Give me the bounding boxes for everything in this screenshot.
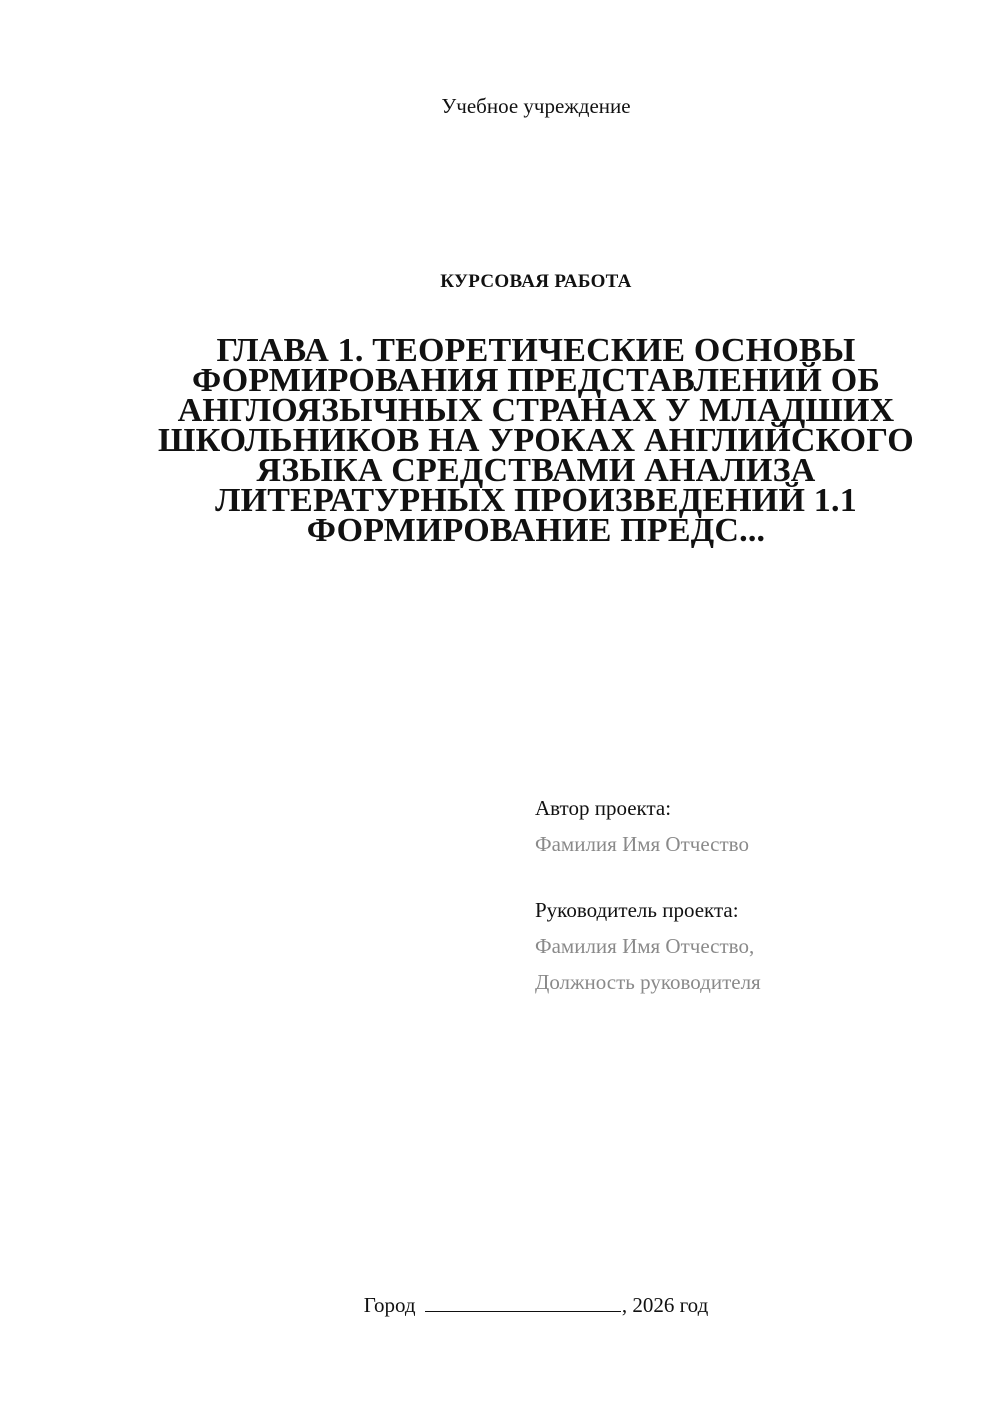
city-year-line xyxy=(0,1291,1000,1319)
document-title: ГЛАВА 1. ТЕОРЕТИЧЕСКИЕ ОСНОВЫ ФОРМИРОВАНИЯ ПРЕДСТАВЛЕНИЙ ОБ АНГЛОЯЗЫЧНЫХ СТРАНАХ У МЛАДШИХ ШКОЛЬНИКОВ НА УРОКАХ АНГЛИЙСКОГО ЯЗЫКА СРЕДСТВАМИ АНАЛИЗА ЛИТЕРАТУРНЫХ ПРОИЗВЕДЕНИЙ 1.1 ФОРМИРОВАНИЕ ПРЕДС... xyxy=(158,332,914,549)
city-blank-line xyxy=(425,1291,621,1312)
supervisor-position: Должность руководителя xyxy=(535,970,761,994)
credits-spacer xyxy=(535,862,975,892)
author-name: Фамилия Имя Отчество xyxy=(535,832,749,856)
work-type-heading: КУРСОВАЯ РАБОТА xyxy=(440,271,632,292)
supervisor-label: Руководитель проекта: xyxy=(535,898,739,922)
institution-name: Учебное учреждение xyxy=(441,94,631,118)
city-label: Город xyxy=(363,1293,416,1317)
project-credits xyxy=(535,790,975,1000)
author-label: Автор проекта: xyxy=(535,796,672,820)
year-text: , 2026 год xyxy=(621,1293,709,1317)
supervisor-name: Фамилия Имя Отчество, xyxy=(535,934,755,958)
